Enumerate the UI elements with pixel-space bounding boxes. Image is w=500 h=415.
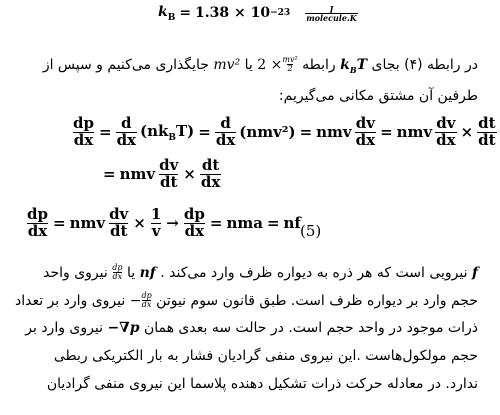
kb-unit: $\frac{J}{\text{molecule.K}}$	[306, 3, 357, 23]
paragraph-2-line-4: حجم مولکول‌هاست .این نیروی منفی گرادیان فشار به بار الکتریکی ربطی	[53, 348, 478, 364]
kb-symbol: k	[158, 4, 168, 20]
paragraph-1-line-2: طرفین آن مشتق مکانی می‌گیریم:	[278, 88, 478, 104]
equation-1: $\frac{dp}{dx}$ = $\frac{d}{dx}$ $(nk_BT)$ = $\frac{d}{dx}$ (nmv²) = nmv $\frac{dv}{dx}$ = nmv $\frac{dv}{dx}$ × $\frac{dt}{dt}$	[73, 114, 496, 149]
paragraph-2-line-2: حجم وارد بر دیواره ظرف است. طبق قانون سوم نیوتن − $\frac{dp}{dx}$ نیروی وارد بر تعداد	[14, 291, 478, 310]
paragraph-1-line-1: در رابطه (۴) بجای $k_BT$ رابطه 2 × $\frac{\text{mv²}}{2}$ یا mv² جایگذاری می‌کنیم و سپس از	[42, 55, 478, 75]
paragraph-2-line-3: ذرات موجود در واحد حجم است. در حالت سه بعدی همان −∇p نیروی وارد بر	[25, 320, 478, 336]
equation-2: = nmv $\frac{dv}{dt}$ × $\frac{dt}{dx}$	[103, 156, 221, 191]
equation-3: $\frac{dp}{dx}$ = nmv $\frac{dv}{dt}$ × $\frac{1}{v}$ → $\frac{dp}{dx}$ = nma = nf	[27, 205, 301, 240]
equation-number: (5)	[300, 222, 322, 240]
kb-value: 1.38 × 10	[195, 5, 271, 22]
boltzmann-constant-line: $k_B$ = 1.38 × 10 −23 $\frac{J}{\text{molecule.K}}$	[158, 3, 357, 23]
paragraph-2-line-1: f نیرویی است که هر ذره به دیواره ظرف وارد می‌کند . nf یا $\frac{dp}{dx}$ نیروی واحد	[43, 263, 478, 282]
paragraph-2-line-5: ندارد. در معادله حرکت ذرات تشکیل دهنده پلاسما این نیروی منفی گرادیان	[46, 376, 478, 392]
